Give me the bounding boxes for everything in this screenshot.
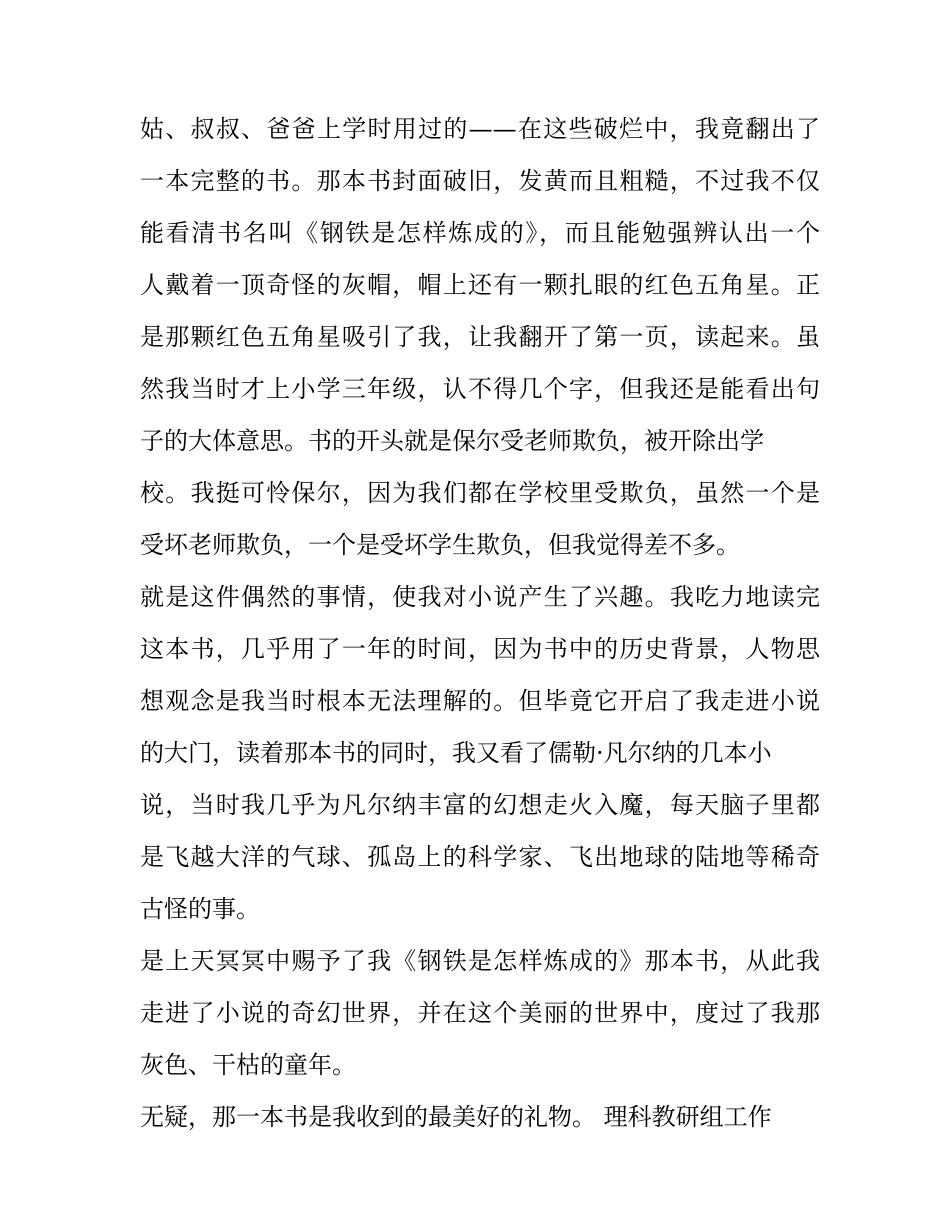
text-line: 就是这件偶然的事情，使我对小说产生了兴趣。我吃力地读完 (140, 583, 820, 611)
text-line: 是那颗红色五角星吸引了我，让我翻开了第一页，读起来。虽 (140, 323, 820, 351)
text-line: 灰色、干枯的童年。 (140, 1051, 356, 1079)
text-line: 走进了小说的奇幻世界，并在这个美丽的世界中，度过了我那 (140, 999, 820, 1027)
body-text (140, 103, 820, 1143)
text-line: 是上天冥冥中赐予了我《钢铁是怎样炼成的》那本书，从此我 (140, 947, 820, 975)
text-line: 一本完整的书。那本书封面破旧，发黄而且粗糙，不过我不仅 (140, 167, 820, 195)
text-line: 的大门，读着那本书的同时，我又看了儒勒·凡尔纳的几本小 (140, 739, 772, 767)
text-line: 姑、叔叔、爸爸上学时用过的——在这些破烂中，我竟翻出了 (140, 115, 820, 143)
text-line: 无疑，那一本书是我收到的最美好的礼物。 理科教研组工作 (140, 1103, 772, 1131)
text-line: 这本书，几乎用了一年的时间，因为书中的历史背景，人物思 (140, 635, 820, 663)
text-line: 然我当时才上小学三年级，认不得几个字，但我还是能看出句 (140, 375, 820, 403)
text-line: 人戴着一顶奇怪的灰帽，帽上还有一颗扎眼的红色五角星。正 (140, 271, 820, 299)
text-line: 是飞越大洋的气球、孤岛上的科学家、飞出地球的陆地等稀奇 (140, 843, 820, 871)
text-line: 受坏老师欺负，一个是受坏学生欺负，但我觉得差不多。 (140, 531, 740, 559)
text-line: 想观念是我当时根本无法理解的。但毕竟它开启了我走进小说 (140, 687, 820, 715)
text-line: 能看清书名叫《钢铁是怎样炼成的》，而且能勉强辨认出一个 (140, 219, 820, 247)
text-line: 子的大体意思。书的开头就是保尔受老师欺负，被开除出学 (140, 427, 764, 455)
text-line: 古怪的事。 (140, 895, 260, 923)
text-line: 校。我挺可怜保尔，因为我们都在学校里受欺负，虽然一个是 (140, 479, 820, 507)
text-line: 说，当时我几乎为凡尔纳丰富的幻想走火入魔，每天脑子里都 (140, 791, 820, 819)
